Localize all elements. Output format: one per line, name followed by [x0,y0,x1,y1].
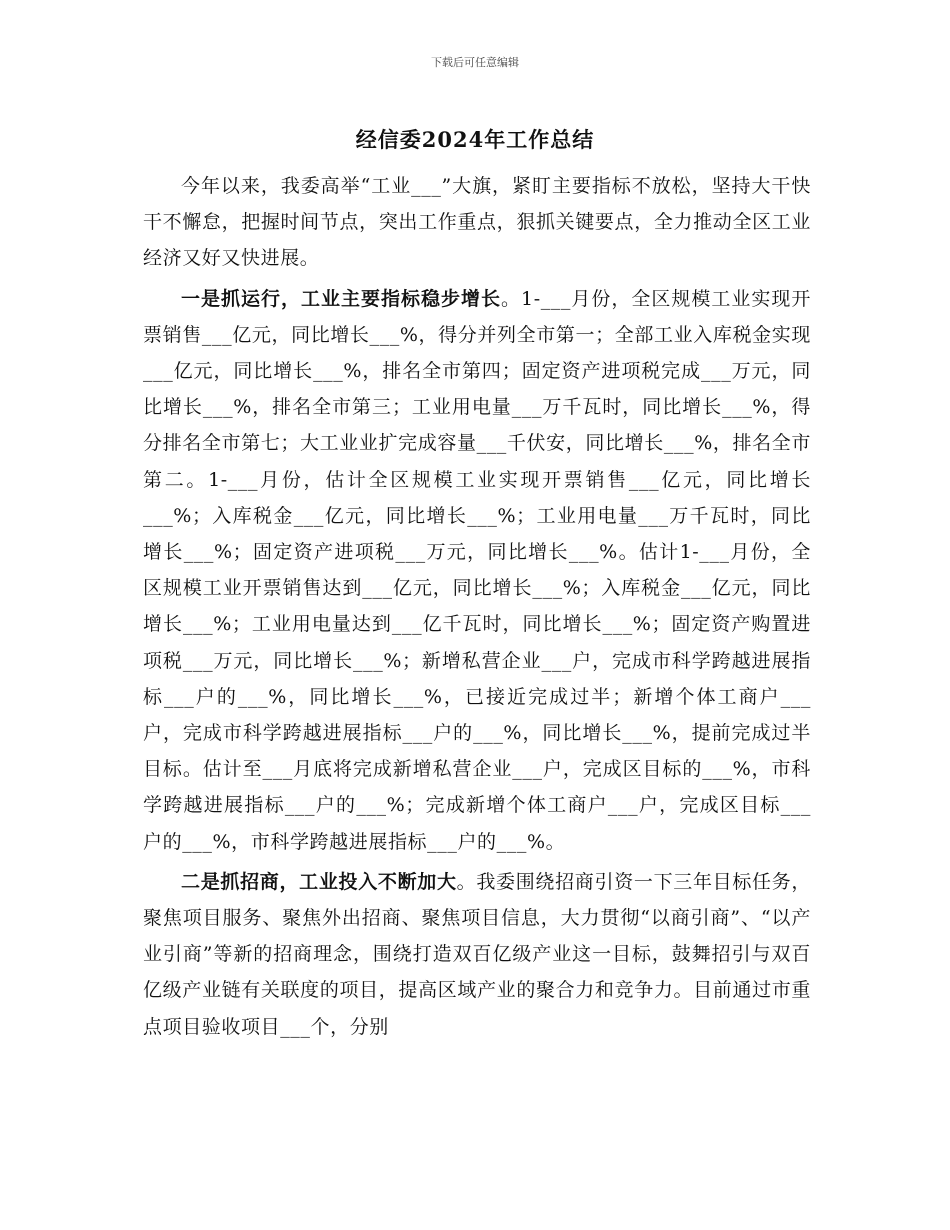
paragraph-intro [143,168,811,277]
document-body [143,168,811,1045]
paragraph-operations-heading: 一是抓运行，工业主要指标稳步增长 [181,287,501,310]
paragraph-investment-text: 。我委围绕招商引资一下三年目标任务，聚焦项目服务、聚焦外出招商、聚焦项目信息，大力贯彻“以商引商”、“以产业引商”等新的招商理念，围绕打造双百亿级产业这一目标，鼓舞招引与双百亿级产业链有关联度的项目，提高区域产业的聚合力和竞争力。目前通过市重点项目验收项目___个，分别 [143,870,811,1038]
document-title: 经信委2024年工作总结 [355,127,595,152]
header-note: 下载后可任意编辑 [431,56,519,69]
paragraph-investment [143,864,811,1045]
paragraph-investment-heading: 二是抓招商，工业投入不断加大 [181,870,457,893]
paragraph-intro-text: 今年以来，我委高举“工业___”大旗，紧盯主要指标不放松，坚持大干快干不懈怠，把握时间节点，突出工作重点，狠抓关键要点，全力推动全区工业经济又好又快进展。 [143,175,811,270]
paragraph-operations [143,281,811,860]
paragraph-operations-text: 。1-___月份，全区规模工业实现开票销售___亿元，同比增长___%，得分并列全市第一；全部工业入库税金实现___亿元，同比增长___%，排名全市第四；固定资产进项税完成___万元，同比增长___%，排名全市第三；工业用电量___万千瓦时，同比增长___%，得分排名全市第七；大工业业扩完成容量___千伏安，同比增长___%，排名全市第二。1-___月份，估计全区规模工业实现开票销售___亿元，同比增长___%；入库税金___亿元，同比增长___%；工业用电量___万千瓦时，同比增长___%；固定资产进项税___万元，同比增长___%。估计1-___月份，全区规模工业开票销售达到___亿元，同比增长___%；入库税金___亿元，同比增长___%；工业用电量达到___亿千瓦时，同比增长___%；固定资产购置进项税___万元，同比增长___%；新增私营企业___户，完成市科学跨越进展指标___户的___%，同比增长___%，已接近完成过半；新增个体工商户___户，完成市科学跨越进展指标___户的___%，同比增长___%，提前完成过半目标。估计至___月底将完成新增私营企业___户，完成区目标的___%，市科学跨越进展指标___户的___%；完成新增个体工商户___户，完成区目标___户的___%，市科学跨越进展指标___户的___%。 [143,287,811,853]
